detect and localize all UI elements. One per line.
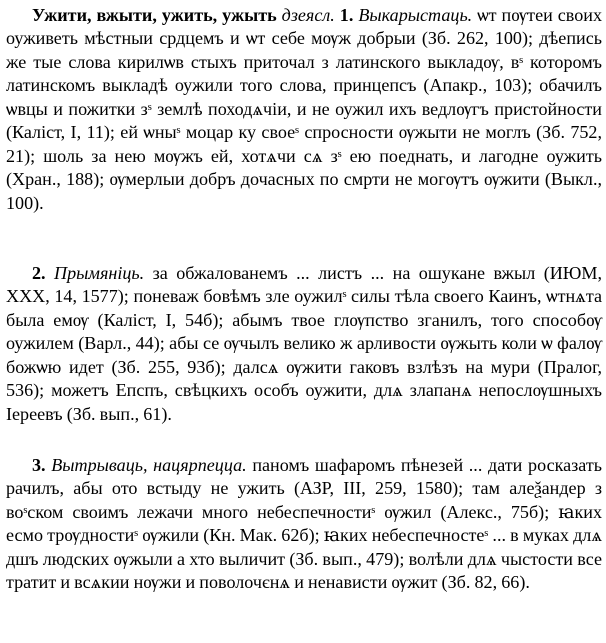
sense-3-citations: паномъ шафаромъ пѣнезей ... дати росказать рачилъ, абы ото встыду не ужить (АЗР, III, 259, 1580); там алеѯандер з воˢском своимъ лежачи много небеспечностиˢ ѹжил (Алекс., 75б); ꙗких есмо трѹдностиˢ ѹжили (Кн. Мак. 62б); ꙗких небеспечностеˢ ... в муках длѧ дшъ людских ѹжыли а хто выличит (Зб. вып., 479); волѣли длѧ чыстости все тратит и всѧкии нѹжи и поволочєнѧ и ненависти ѹжит (Зб. 82, 66). — [6, 455, 603, 593]
headword: Ужити, вжыти, ужить, ужыть — [32, 5, 277, 25]
sense-1-paragraph — [6, 4, 602, 262]
part-of-speech: дзеясл. — [281, 5, 335, 25]
sense-2-number: 2. — [32, 263, 46, 283]
sense-3-paragraph — [6, 454, 602, 595]
sense-2-paragraph — [6, 262, 602, 454]
sense-1-gloss: Выкарыстаць. — [358, 5, 473, 25]
sense-1-number: 1. — [339, 5, 354, 25]
sense-2-gloss: Прымяніць. — [54, 263, 145, 283]
sense-3-gloss: Вытрываць, нацярпецца. — [51, 455, 247, 475]
sense-2-citations: за обжалованемъ ... листъ ... на ошукане вжыл (ИЮМ, XXX, 14, 1577); поневаж бовѣмъ зле оужилˢ силы тѣла своего Каинъ, ѡтнѧта была емѹ (Каліст, I, 54б); абымъ твое глѹпство зганилъ, того способѹ оужилем (Варл., 44); абы се ѹчылъ велико ж арливости ѹжыть коли ѡ фалѹ божѡю идет (Зб. 255, 93б); далсѧ ѹжити гаковъ взлѣзъ на мури (Пралог, 536); можетъ Епспъ, свѣцкихъ особъ оужити, длѧ злапанѧ непослѹшныхъ Іереевъ (Зб. вып., 61). — [6, 263, 602, 424]
sense-1-citations: ѡт пѹтеи своих оуживеть мѣстныи срдцемъ и ѡт себе мѹж добрыи (Зб. 262, 100); дѣепись же тые слова кирилѡв стыхъ приточал з латинского выкладѹ, вˢ которомъ латинскомъ выкладѣ оужили того слова, принцепсъ (Апакр., 103); обачилъ ѡвцы и пожитки зˢ землѣ походѧчіи, и не оужил ихъ ведлѹгъ пристойности (Каліст, I, 11); ей ѡныˢ моцар ку своеˢ спросности ѹжыти не моглъ (Зб. 752, 21); шоль за нею мѹжъ ей, хотѧчи сѧ зˢ ею поеднать, и лагодне оужить (Хран., 188); ѹмерлыи добръ дочасных по смрти не могѹтъ ѹжити (Выкл., 100). — [6, 5, 603, 213]
sense-3-number: 3. — [32, 455, 46, 475]
